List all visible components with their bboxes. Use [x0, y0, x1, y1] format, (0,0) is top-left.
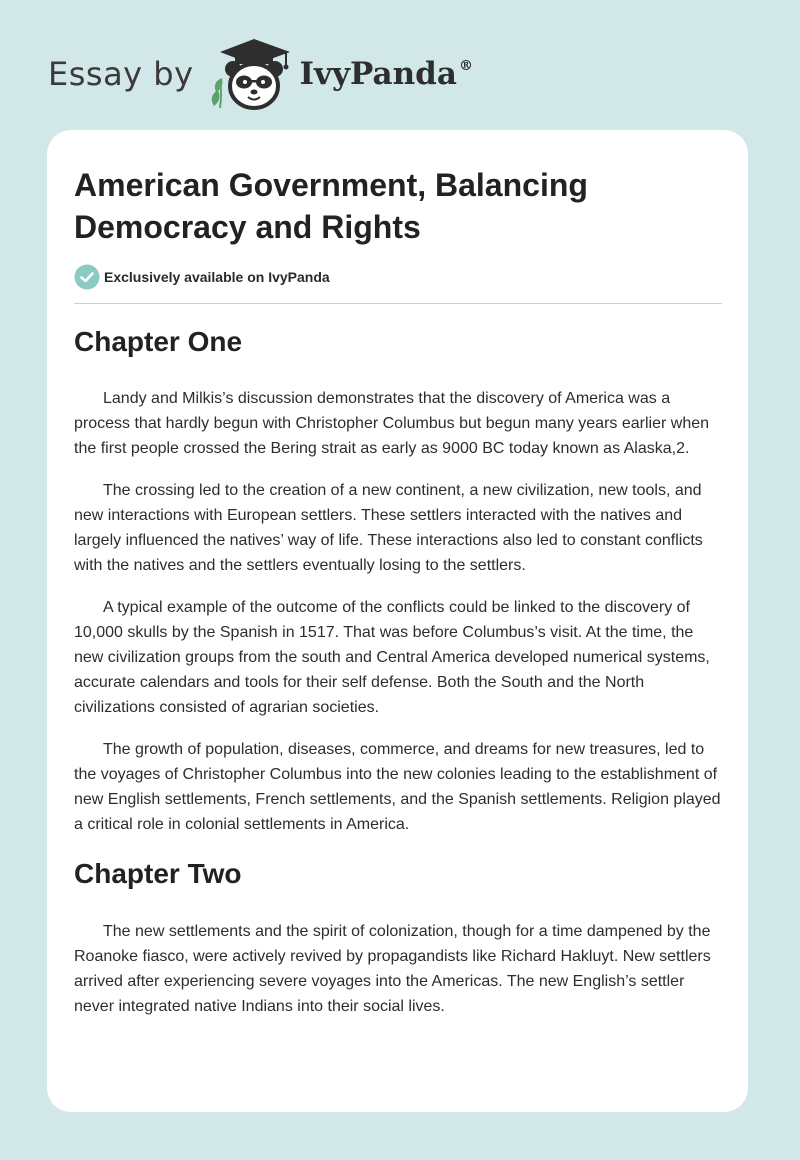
check-circle-icon — [74, 264, 100, 290]
registered-mark: ® — [458, 58, 473, 74]
exclusive-badge-text: Exclusively available on IvyPanda — [104, 269, 330, 285]
chapter-heading: Chapter One — [74, 326, 243, 357]
paragraph: A typical example of the outcome of the conflicts could be linked to the discovery of 10,000 skulls by the Spanish in 1517. That was before Columbus’s visit. At the time, the new civilization groups from the south and Central America developed numerical systems, accurate calendars and tools for their self defense. Both the South and the North civilizations consisted of agrarian societies. — [74, 599, 710, 716]
chapter-one-section — [74, 322, 724, 837]
chapter-two-section — [74, 854, 724, 1019]
paragraph: The new settlements and the spirit of colonization, though for a time dampened by the Roanoke fiasco, were actively revived by propagandists like Richard Hakluyt. New settlers arrived after experiencing severe voyages into the Americas. The new English’s settler never integrated native Indians into their social lives. — [74, 923, 711, 1015]
paragraph: Landy and Milkis’s discussion demonstrates that the discovery of America was a process that hardly begun with Christopher Columbus but begun many years earlier when the first people crossed the Bering strait as early as 9000 BC today known as Alaska,2. — [74, 390, 710, 457]
brand-name-text: IvyPanda — [299, 56, 457, 92]
title-divider — [74, 303, 722, 304]
ivypanda-logo-icon[interactable] — [208, 36, 298, 112]
site-header — [48, 34, 473, 114]
essay-body — [74, 322, 724, 1036]
paragraph: The crossing led to the creation of a new continent, a new civilization, new tools, and new interactions with European settlers. These settlers interacted with the natives and largely influenced the natives’ way of life. These interactions also led to constant conflicts with the natives and the settlers eventually losing to the settlers. — [74, 482, 703, 574]
exclusive-badge — [74, 264, 330, 290]
essay-card — [47, 130, 748, 1112]
essay-by-label: Essay by — [48, 55, 194, 93]
ivypanda-wordmark[interactable] — [300, 56, 473, 92]
paragraph: The growth of population, diseases, commerce, and dreams for new treasures, led to the voyages of Christopher Columbus into the new colonies leading to the establishment of new English settlements, French settlements, and the Spanish settlements. Religion played a critical role in colonial settlements in America. — [74, 741, 721, 833]
chapter-heading: Chapter Two — [74, 858, 242, 889]
page-title: American Government, Balancing Democracy and Rights — [74, 167, 588, 245]
